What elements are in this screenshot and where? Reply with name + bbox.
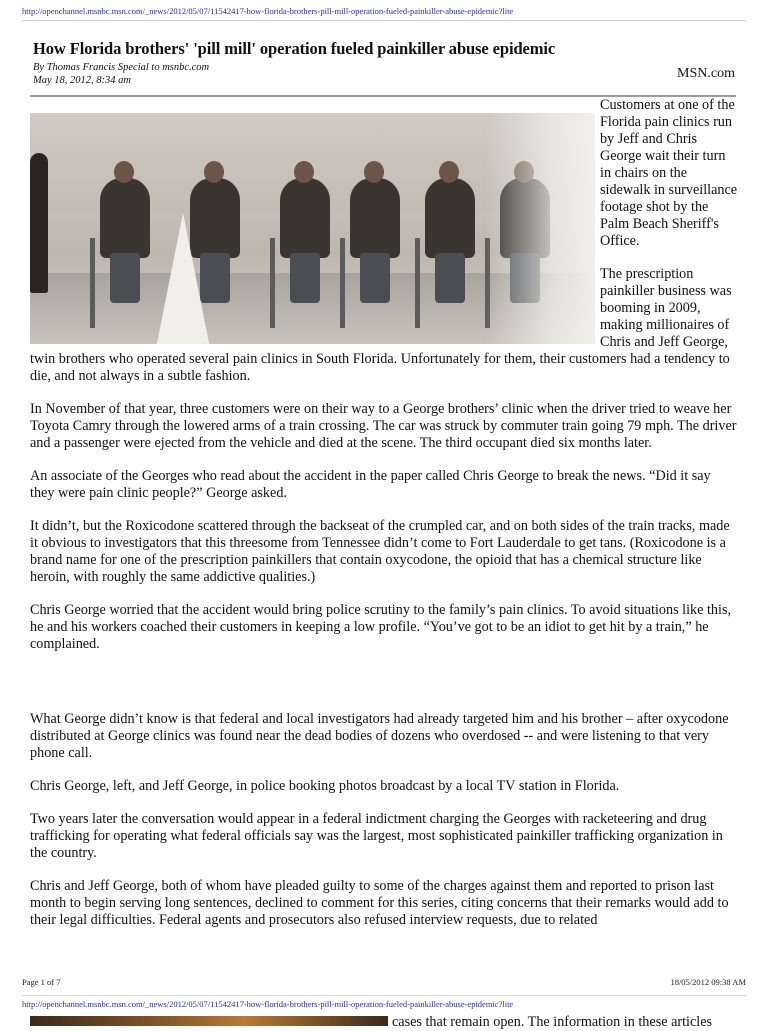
article-dateline: May 18, 2012, 8:34 am [33,75,131,86]
page-url-top[interactable]: http://openchannel.msnbc.msn.com/_news/2012/05/07/11542417-how-florida-brothers-pill-mill-operation-fueled-painkiller-abuse-epidemic?lite [22,6,514,16]
paragraph: What George didn’t know is that federal and local investigators had already targeted him and his brother – after oxycodone distributed at George clinics was found near the dead bodies of dozens who overdosed -- and were listening to that very phone call. [30,711,729,761]
article-body [30,97,738,929]
article-headline: How Florida brothers' 'pill mill' operation fueled painkiller abuse epidemic [33,39,556,58]
article [30,30,738,945]
header-divider [22,20,746,21]
paragraph: Chris and Jeff George, both of whom have pleaded guilty to some of the charges against them and reported to prison last month to begin serving long sentences, declined to comment for this series, citing concerns that their remarks would add to their legal difficulties. Federal agents and prosecutors also refused interview requests, due to related [30,878,729,928]
print-timestamp: 18/05/2012 09:38 AM [670,977,746,987]
surveillance-photo [30,113,595,344]
article-byline: By Thomas Francis Special to msnbc.com [33,62,210,73]
paragraph: The prescription painkiller business was booming in 2009, making millionaires of Chris and Jeff George, twin brothers who operated several pain clinics in South Florida. Unfortunately for them, their customers had a tendency to die, and not always in a subtle fashion. [30,266,732,384]
page-number: Page 1 of 7 [22,977,61,987]
paragraph: Chris George worried that the accident would bring police scrutiny to the family’s pain clinics. To avoid situations like this, he and his workers coached their customers in keeping a low profile. “You’ve got to be an idiot to get hit by a train,” he complained. [30,602,732,652]
paragraph: In November of that year, three customers were on their way to a George brothers’ clinic when the driver tried to weave her Toyota Camry through the lowered arms of a train crossing. The car was struck by commuter train going 79 mph. The driver and a passenger were ejected from the vehicle and died at the scene. The third occupant died six months later. [30,401,737,451]
booking-photo-caption: Chris George, left, and Jeff George, in police booking photos broadcast by a local TV station in Florida. [30,778,620,794]
paragraph: Two years later the conversation would appear in a federal indictment charging the Georges with racketeering and drug trafficking for operating what federal officials say was the largest, most sophisticated painkiller trafficking organization in the country. [30,811,723,861]
next-page-text: cases that remain open. The information in these articles [392,1014,713,1030]
page-break-divider [22,995,746,996]
paragraph: An associate of the Georges who read about the accident in the paper called Chris George to break the news. “Did it say they were pain clinic people?” George asked. [30,468,711,501]
photo-caption: Customers at one of the Florida pain clinics run by Jeff and Chris George wait their turn in chairs on the sidewalk in surveillance footage shot by the Palm Beach Sheriff's Office. [600,97,738,249]
next-page-photo [30,1016,388,1026]
source-label: MSN.com [677,66,735,81]
page-url-bottom[interactable]: http://openchannel.msnbc.msn.com/_news/2012/05/07/11542417-how-florida-brothers-pill-mill-operation-fueled-painkiller-abuse-epidemic?lite [22,999,514,1009]
paragraph: It didn’t, but the Roxicodone scattered through the backseat of the crumpled car, and on both sides of the train tracks, made it obvious to investigators that this threesome from Tennessee didn’t come to Fort Lauderdale to get tans. (Roxicodone is a brand name for one of the prescription painkillers that contain oxycodone, the opioid that has a chemical structure like heroin, with roughly the same addictive qualities.) [30,518,730,585]
